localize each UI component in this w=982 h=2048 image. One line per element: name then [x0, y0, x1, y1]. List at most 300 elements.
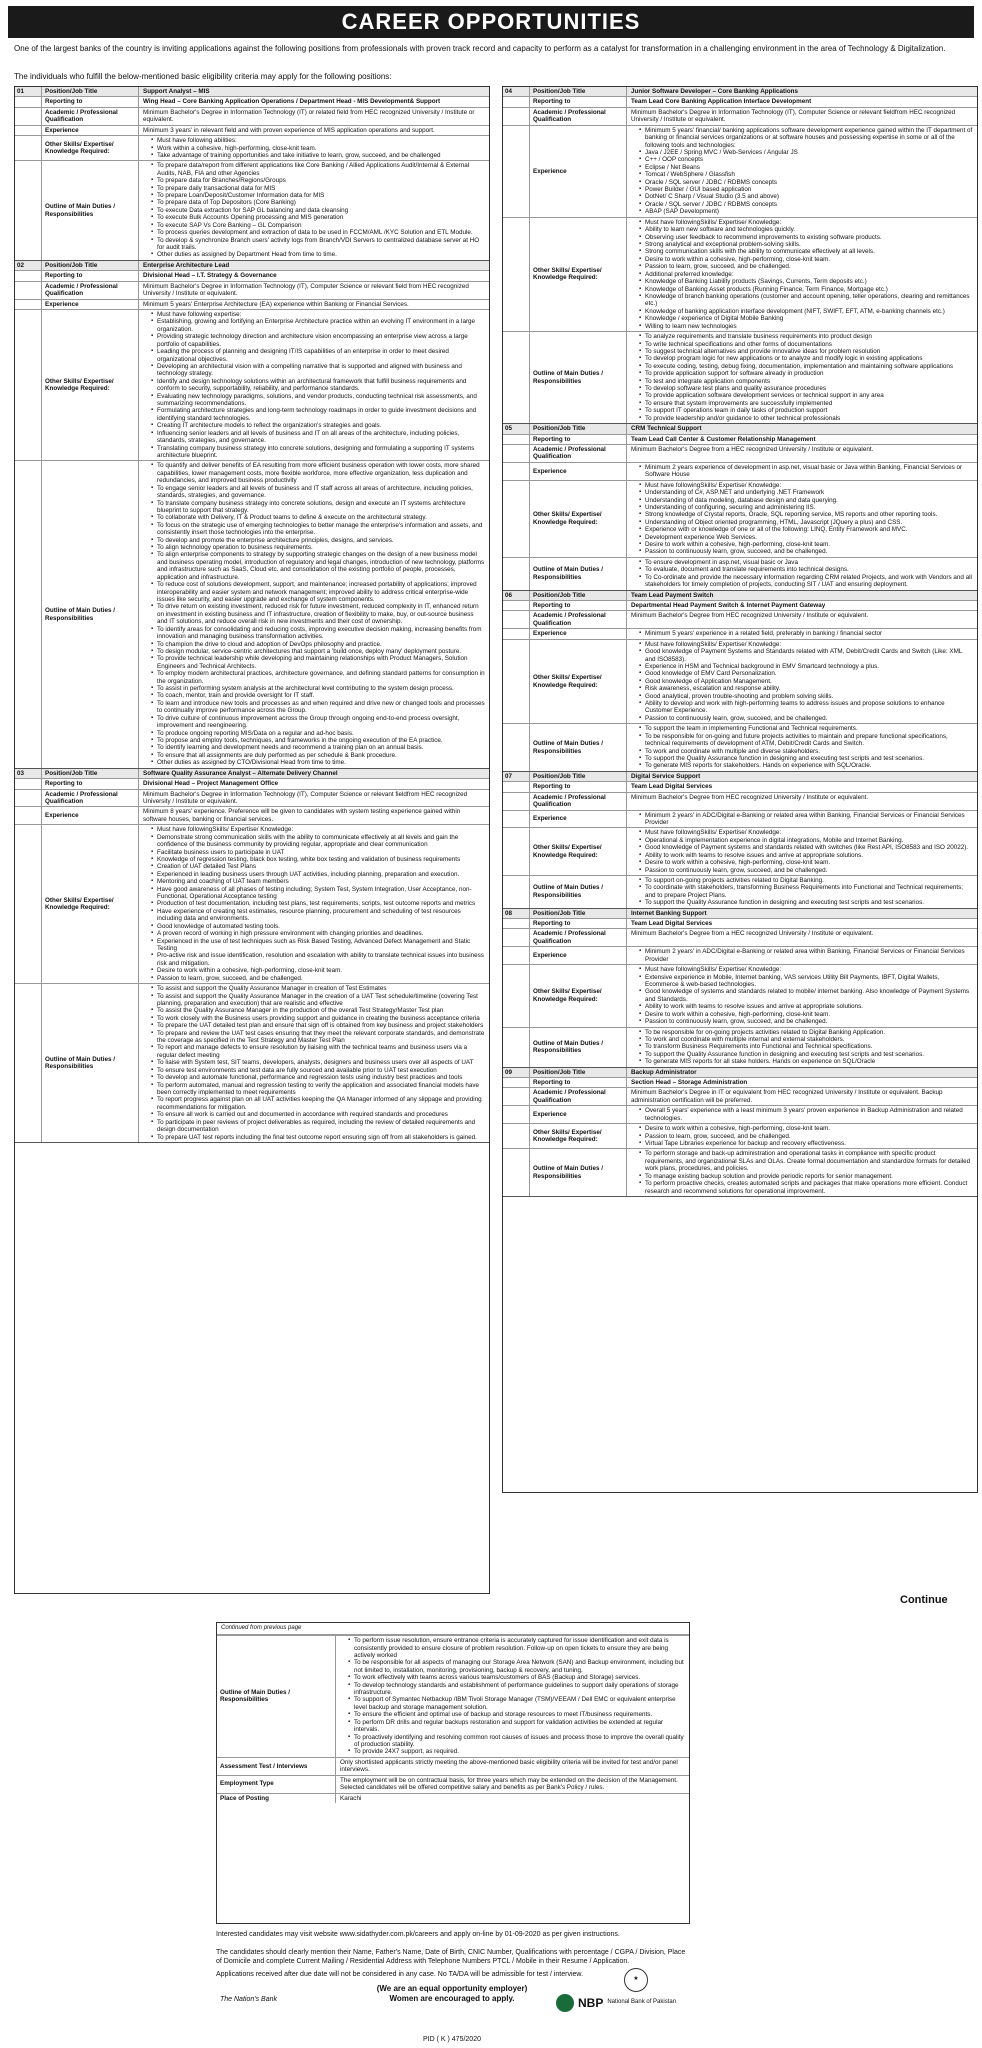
job-header	[503, 909, 977, 918]
page-title: CAREER OPPORTUNITIES	[8, 6, 974, 38]
list-item: ▪ To write technical specifications and other forms of documentations	[639, 341, 973, 348]
duties-no-cell	[503, 332, 530, 423]
position-label: Position/Job Title	[530, 772, 627, 781]
experience-list	[631, 948, 973, 963]
list-item: ▪ To assist and support the Quality Assurance Manager in creation of Test Estimates	[151, 985, 485, 992]
list-item: ▪ Willing to learn new technologies	[639, 323, 973, 330]
duties-list	[631, 333, 973, 422]
list-item: ▪ Knowledge of regression testing, black box testing, white box testing and validation of business requirements	[151, 856, 485, 863]
apply-text: Interested candidates may visit website www.sidathyder.com.pk/careers and apply on-line by 01-09-2020 as per given instructions.	[216, 1931, 620, 1938]
list-item: ▪ To assist the Quality Assurance Manager in the production of the overall Test Strategy/Master Test plan	[151, 1007, 485, 1014]
job-number: 04	[503, 87, 530, 96]
experience-no-cell	[15, 807, 42, 824]
skills-list	[631, 641, 973, 723]
list-item: ▪ To learn and introduce new tools and processes as and when required and drive new or changed tools and processes to continually improve performance across the Group.	[151, 700, 485, 715]
skills-label: Other Skills/ Expertise/ Knowledge Required:	[42, 136, 139, 160]
continue-label: Continue	[900, 1594, 948, 1606]
academic-no-cell	[503, 1088, 530, 1105]
list-item: ▪ To assist and support the Quality Assurance Manager in the creation of a UAT Test schedule/timeline (covering Test planning, preparation and execution) that are realistic and effective	[151, 993, 485, 1008]
job-number: 05	[503, 424, 530, 433]
duties-row	[15, 460, 489, 767]
list-item: ▪ Passion to continuously learn, grow, succeed, and be challenged.	[639, 867, 973, 874]
cont-duties-label: Outline of Main Duties / Responsibilities	[217, 1636, 336, 1757]
experience-value	[627, 126, 977, 217]
list-item: ▪ Desire to work within a cohesive, high-performing, close-knit team.	[151, 967, 485, 974]
academic-value: Minimum Bachelor's Degree from a HEC recognized University / Institute or equivalent.	[631, 930, 874, 938]
list-item: ▪ Understanding of data modeling, database design and data querying.	[639, 497, 973, 504]
duties-value	[627, 558, 977, 590]
experience-no-cell	[503, 126, 530, 217]
academic-no-cell	[503, 929, 530, 946]
job-title: Enterprise Architecture Lead	[143, 261, 230, 269]
job-title: Backup Administrator	[631, 1068, 697, 1076]
list-item: ▪ Eclipse / Net Beans	[639, 164, 973, 171]
skills-list	[143, 311, 485, 459]
list-item: ▪ To report progress against plan on all UAT activities keeping the QA Manager informed of any slippage and providing recommendations for mitigation.	[151, 1096, 485, 1111]
skills-no-cell	[15, 310, 42, 460]
duties-no-cell	[15, 161, 42, 259]
experience-no-cell	[15, 126, 42, 135]
list-item: ▪ Minimum 5 years' financial/ banking applications software development experience gained within the IT department of banking or financial services organizations or at software houses and possessing expertise in some or all of the following tools and technologies:	[639, 127, 973, 149]
list-item: ▪ To manage existing backup solution and provide periodic reports for senior management.	[639, 1173, 973, 1180]
list-item: ▪ To execute SAP Vs Core Banking – GL Comparison	[151, 222, 485, 229]
nbp-logo-text: NBP	[578, 1995, 604, 2010]
duties-no-cell	[15, 461, 42, 767]
list-item: ▪ Knowledge of branch banking operations (customer and account opening, teller operations, clearing and remittances etc.)	[639, 293, 973, 308]
experience-list	[631, 630, 973, 637]
experience-list	[631, 812, 973, 827]
list-item: ▪ To translate company business strategy into concrete solutions, design and execute an IT systems architecture blueprint to support that strategy.	[151, 500, 485, 515]
academic-label: Academic / Professional Qualification	[530, 108, 627, 125]
experience-row	[15, 806, 489, 824]
list-item: ▪ To support the Quality Assurance function in designing and executing test scripts and test scenarios.	[639, 899, 973, 906]
duties-list	[631, 559, 973, 589]
academic-no-cell	[15, 790, 42, 807]
skills-row	[15, 309, 489, 460]
list-item: ▪ To align technology operation to business requirements.	[151, 544, 485, 551]
academic-no-cell	[503, 793, 530, 810]
experience-row	[503, 946, 977, 964]
academic-row	[503, 792, 977, 810]
experience-label: Experience	[530, 811, 627, 828]
list-item: ▪ To transform Business Requirements into Functional and Technical specifications.	[639, 1043, 973, 1050]
list-item: ▪ C++ / OOP concepts	[639, 156, 973, 163]
list-item: ▪ Desire to work within a cohesive, high-performing, close-knit team.	[639, 1125, 973, 1132]
academic-row	[503, 928, 977, 946]
list-item: ▪ To reduce cost of solutions development, support, and maintenance; increased portability of applications; improved interoperability and easier system and network management; improved ability to address critical enterprise-wide issues like security, and easier upgrade and exchange of system components.	[151, 581, 485, 603]
reporting-label: Reporting to	[530, 435, 627, 444]
list-item: ▪ To develop and promote the enterprise architecture principles, designs, and services.	[151, 537, 485, 544]
skills-no-cell	[503, 481, 530, 557]
academic-label: Academic / Professional Qualification	[530, 611, 627, 628]
list-item: ▪ Development experience Web Services.	[639, 534, 973, 541]
list-item: ▪ Passion to continuously learn, grow, succeed, and be challenged.	[639, 1018, 973, 1025]
experience-label: Experience	[530, 463, 627, 480]
experience-value	[627, 463, 977, 480]
list-item: ▪ To support of Symantec Netbackup /IBM Tivoli Storage Manager (TSM)/VEEAM / Dell EMC or equivalent enterprise level backup and storage management solution.	[348, 1696, 685, 1711]
skills-list	[631, 219, 973, 330]
list-item: ▪ To develop software test plans and quality assurance procedures	[639, 385, 973, 392]
experience-row	[15, 299, 489, 309]
list-item: ▪ To provide technical leadership while developing and maintaining relationships with Product Managers, Solution Engineers and Technical Architects.	[151, 655, 485, 670]
skills-row	[503, 827, 977, 875]
skills-no-cell	[15, 825, 42, 983]
list-item: ▪ To ensure test environments and test data are fully sourced and available prior to UAT test execution	[151, 1067, 485, 1074]
academic-value: Minimum Bachelor's Degree from a HEC recognized University / Institute or equivalent.	[631, 445, 874, 453]
nbp-full-name: National Bank of Pakistan	[607, 1999, 677, 2006]
list-item: ▪ To support the Quality Assurance function in designing and executing test scripts and test scenarios.	[639, 1051, 973, 1058]
experience-label: Experience	[42, 126, 139, 135]
list-item: ▪ To coach, mentor, train and provide oversight for IT staff.	[151, 692, 485, 699]
reporting-value: Wing Head – Core Banking Application Operations / Department Head - MIS Development& Support	[143, 98, 441, 106]
job-header	[15, 87, 489, 96]
academic-label: Academic / Professional Qualification	[530, 929, 627, 946]
skills-value	[139, 310, 489, 460]
list-item: ▪ Oracle / SQL server / JDBC / RDBMS concepts	[639, 179, 973, 186]
academic-no-cell	[503, 445, 530, 462]
reporting-label: Reporting to	[42, 271, 139, 280]
reporting-row	[503, 1077, 977, 1087]
list-item: ▪ Providing strategic technology direction and architecture vision encompassing an enterprise view across a large portfolio of capabilities.	[151, 333, 485, 348]
academic-label: Academic / Professional Qualification	[42, 282, 139, 299]
late-text: Applications received after due date will not be considered in any case. No TA/DA will be admissible for test / interview.	[216, 1971, 584, 1978]
reporting-value: Team Lead Core Banking Application Interface Development	[631, 98, 812, 106]
posting-text: Karachi	[340, 1794, 362, 1802]
duties-no-cell	[503, 1149, 530, 1196]
list-item: ▪ Passion to continuously learn, grow, succeed, and be challenged.	[639, 548, 973, 555]
reporting-no-cell	[503, 435, 530, 444]
list-item: ▪ Power Builder / GUI based application	[639, 186, 973, 193]
skills-value	[627, 640, 977, 724]
list-item: ▪ Facilitate business users to participate in UAT	[151, 849, 485, 856]
skills-row	[15, 824, 489, 983]
list-item: ▪ Additional preferred knowledge:	[639, 271, 973, 278]
list-item: ▪ To test and integrate application components	[639, 378, 973, 385]
list-item: ▪ Strong knowledge of Crystal reports, Oracle, SQL reporting service, MS reports and other reporting tools.	[639, 511, 973, 518]
list-item: ▪ To identify learning and development needs and recommend a training plan on an annual basis.	[151, 744, 485, 751]
list-item: ▪ To provide leadership and/or guidance to other technical professionals	[639, 415, 973, 422]
list-item: ▪ To provide application support for software already in production	[639, 370, 973, 377]
list-item: ▪ To align enterprise components to strategy by supporting strategic changes on the design of a new business model and business operating model, introduction of regulatory and legal changes, introduction of new technology, platforms and infrastructure such as SaaS, Cloud etc. and consolidation of the existing portfolio of people, processes, application and infrastructure.	[151, 551, 485, 581]
list-item: ▪ To execute Bulk Accounts Opening processing and MIS generation	[151, 214, 485, 221]
skills-label: Other Skills/ Expertise/ Knowledge Required:	[530, 218, 627, 331]
list-item: ▪ To participate in peer reviews of project deliverables as required, including the review of detailed requirements and design documentation	[151, 1119, 485, 1134]
list-item: ▪ To be responsible for all aspects of managing our Storage Area Network (SAN) and Backup environment, including but not limited to, installation, monitoring, provisioning, backup & recovery, and tuning.	[348, 1659, 685, 1674]
academic-row	[15, 789, 489, 807]
reporting-value: Section Head – Storage Administration	[631, 1079, 748, 1087]
list-item: ▪ Must have followingSkills/ Expertise/ Knowledge:	[639, 641, 973, 648]
list-item: ▪ Have experience of creating test estimates, resource planning, procurement and scheduling of test resources including data and environments.	[151, 908, 485, 923]
list-item: ▪ Must have followingSkills/ Expertise/ Knowledge:	[639, 966, 973, 973]
list-item: ▪ To proactively identifying and resolving common root causes of issues and process those to improve the overall quality of production stability.	[348, 1734, 685, 1749]
duties-label: Outline of Main Duties / Responsibilities	[530, 332, 627, 423]
job-section	[503, 424, 977, 590]
list-item: ▪ Strong communication skills with the ability to communicate effectively at all levels.	[639, 248, 973, 255]
cont-duties-value	[336, 1636, 689, 1757]
list-item: ▪ Mentoring and coaching of UAT team members	[151, 878, 485, 885]
list-item: ▪ Observing user feedback to recommend improvements to existing software products.	[639, 234, 973, 241]
experience-label: Experience	[42, 807, 139, 824]
list-item: ▪ To perform issue resolution, ensure entrance criteria is accurately captured for issue identification and exit data is consistently provided to ensure closure of problem resolution. Follow-up on open tickets to ensure they are being actively worked	[348, 1637, 685, 1659]
reporting-value: Divisional Head – Project Management Office	[143, 780, 279, 788]
skills-label: Other Skills/ Expertise/ Knowledge Required:	[42, 310, 139, 460]
list-item: ▪ Experience in HSM and Technical background in EMV Smartcard technology a plus.	[639, 663, 973, 670]
duties-row	[503, 557, 977, 590]
list-item: ▪ To work and coordinate with multiple internal and external stakeholders.	[639, 1036, 973, 1043]
reporting-row	[503, 781, 977, 791]
list-item: ▪ Desire to work within a cohesive, high-performing, close-knit team.	[639, 859, 973, 866]
list-item: ▪ Oracle / SQL server / JDBC / RDBMS concepts	[639, 201, 973, 208]
list-item: ▪ To evaluate, document and translate requirements into technical designs.	[639, 566, 973, 573]
job-header	[503, 591, 977, 600]
posting-label: Place of Posting	[217, 1794, 336, 1803]
experience-list	[631, 1107, 973, 1122]
list-item: ▪ To ensure that all assignments are duly performed as per schedule & Bank procedure.	[151, 752, 485, 759]
list-item: ▪ Desire to work within a cohesive, high-performing, close-knit team.	[639, 256, 973, 263]
nbp-mark-icon	[556, 1994, 574, 2012]
academic-value: Minimum Bachelor's Degree from HEC recognized University / Institute or equivalent.	[631, 612, 869, 620]
job-header	[503, 424, 977, 433]
reporting-no-cell	[15, 97, 42, 106]
academic-row	[503, 1087, 977, 1105]
list-item: ▪ Good knowledge of EMV Card Personalization.	[639, 670, 973, 677]
list-item: ▪ To support the Quality Assurance function in designing and executing test scripts and test scenarios.	[639, 755, 973, 762]
list-item: ▪ Work within a cohesive, high-performing, close-knit team.	[151, 145, 485, 152]
job-number: 08	[503, 909, 530, 918]
list-item: ▪ Overall 5 years' experience with a least minimum 3 years' proven experience in Backup Administration and related technologies.	[639, 1107, 973, 1122]
duties-value	[627, 876, 977, 908]
eligibility-note: The individuals who fulfill the below-mentioned basic eligibility criteria may apply for the following positions:	[14, 72, 392, 81]
list-item: ▪ To champion the drive to cloud and adoption of DevOps philosophy and practice.	[151, 641, 485, 648]
list-item: ▪ Passion to learn, grow, succeed, and be challenged.	[151, 975, 485, 982]
job-header	[15, 769, 489, 778]
experience-no-cell	[503, 463, 530, 480]
list-item: ▪ Operational & implementation experience in digital integrations, Mobile and Internet Banking.	[639, 837, 973, 844]
list-item: ▪ Desire to work within a cohesive, high-performing, close-knit team.	[639, 541, 973, 548]
list-item: ▪ To drive return on existing investment, reduced risk for future investment, reduced complexity in IT, enhanced return on investment in existing business and IT infrastructure, creation of flexibility to make, buy, or out-source business and IT solutions, and reduce overall risk in new investments and their cost of ownership.	[151, 603, 485, 625]
list-item: ▪ To support IT operations team in daily tasks of production support	[639, 407, 973, 414]
right-jobs-column	[502, 86, 978, 1493]
list-item: ▪ Other duties as assigned by Department Head from time to time.	[151, 251, 485, 258]
skills-list	[143, 826, 485, 982]
position-label: Position/Job Title	[530, 87, 627, 96]
duties-label: Outline of Main Duties / Responsibilities	[42, 984, 139, 1142]
reporting-row	[15, 270, 489, 280]
experience-no-cell	[15, 300, 42, 309]
reporting-value: Divisional Head – I.T. Strategy & Governance	[143, 272, 277, 280]
skills-row	[15, 135, 489, 160]
list-item: ▪ Minimum 2 years experience of development in asp.net, visual basic or Java within Banking, Financial Services or Software House	[639, 464, 973, 479]
list-item: ▪ Must have followingSkills/ Expertise/ Knowledge:	[151, 826, 485, 833]
left-jobs-column	[14, 86, 490, 1594]
academic-value: Minimum Bachelor's Degree from HEC recognized University / Institute or equivalent.	[631, 793, 869, 801]
list-item: ▪ Understanding of Object oriented programming, HTML, Javascript (JQuery a plus) and CSS.	[639, 519, 973, 526]
list-item: ▪ DotNet/ C Sharp / Visual Studio (3.5 and above)	[639, 193, 973, 200]
duties-row	[503, 1148, 977, 1196]
list-item: ▪ Passion to learn, grow, succeed, and be challenged.	[639, 1133, 973, 1140]
reporting-label: Reporting to	[42, 97, 139, 106]
experience-list	[631, 127, 973, 216]
list-item: ▪ Good knowledge of Payment systems and standards related with switches (like Rest API, ISO8583 and ISO 20022).	[639, 844, 973, 851]
skills-value	[627, 965, 977, 1026]
academic-label: Academic / Professional Qualification	[42, 108, 139, 125]
list-item: ▪ To provide application software development services or technical support in any area	[639, 392, 973, 399]
list-item: ▪ To Co-ordinate and provide the necessary information regarding CRM related Projects, and work with Vendors and all stakeholders for timely completion of projects, conducting SIT / UAT and ensuring deployment.	[639, 574, 973, 589]
continuation-box	[216, 1622, 690, 1924]
skills-label: Other Skills/ Expertise/ Knowledge Required:	[530, 1124, 627, 1148]
list-item: ▪ Knowledge of Banking Asset products (Running Finance, Term Finance, Mortgage etc.)	[639, 286, 973, 293]
duties-row	[503, 331, 977, 423]
duties-no-cell	[503, 558, 530, 590]
assessment-row	[217, 1757, 689, 1775]
job-header	[15, 261, 489, 270]
list-item: ▪ To focus on the strategic use of emerging technologies to better manage the enterprise's information and assets, and consistently insert those technologies into the enterprise.	[151, 522, 485, 537]
list-item: ▪ To work and coordinate with multiple and diverse stakeholders.	[639, 748, 973, 755]
duties-value	[139, 461, 489, 767]
reporting-label: Reporting to	[530, 782, 627, 791]
list-item: ▪ To develop & synchronize Branch users' activity logs from Branch/VDI Servers to centralized database server at HO for audit trails.	[151, 237, 485, 252]
list-item: ▪ Risk awareness, escalation and response ability.	[639, 685, 973, 692]
duties-value	[139, 161, 489, 259]
list-item: ▪ To be responsible for on-going projects activities related to Digital Banking Application.	[639, 1029, 973, 1036]
academic-label: Academic / Professional Qualification	[42, 790, 139, 807]
list-item: ▪ Ability to work with teams to resolve issues and arrive at appropriate solutions.	[639, 1003, 973, 1010]
list-item: ▪ To ensure development in asp.net, visual basic or Java	[639, 559, 973, 566]
list-item: ▪ Ability to develop and work with high-performing teams to address issues and propose solutions to enhance Customer Experience.	[639, 700, 973, 715]
list-item: ▪ Ability to work with teams to resolve issues and arrive at appropriate solutions.	[639, 852, 973, 859]
list-item: ▪ To collaborate with Delivery, IT & Product teams to define & execute on the architectural strategy.	[151, 514, 485, 521]
list-item: ▪ ABAP (SAP Development)	[639, 208, 973, 215]
experience-value: Minimum 5 years' Enterprise Architecture (EA) experience within Banking or Financial Services.	[143, 300, 409, 308]
reporting-no-cell	[503, 919, 530, 928]
skills-label: Other Skills/ Expertise/ Knowledge Required:	[530, 481, 627, 557]
skills-row	[503, 639, 977, 724]
duties-list	[631, 1029, 973, 1066]
list-item: ▪ Experienced in the use of test techniques such as Risk Based Testing, Advanced Defect Management and Static Testing	[151, 938, 485, 953]
duties-no-cell	[15, 984, 42, 1142]
reporting-no-cell	[15, 271, 42, 280]
academic-no-cell	[503, 108, 530, 125]
list-item: ▪ Establishing, growing and fortifying an Enterprise Architecture practice within an evolving IT environment in a large organization.	[151, 318, 485, 333]
job-section	[15, 261, 489, 769]
experience-row	[503, 125, 977, 217]
employment-text: The employment will be on contractual basis, for three years which may be extended on the decision of the Management. Selected candidates will be offered competitive salary and benefits as per Bank's Policy / rules.	[340, 1776, 678, 1792]
continued-note: Continued from previous page	[217, 1623, 689, 1635]
job-title: Software Quality Assurance Analyst – Alternate Delivery Channel	[143, 769, 338, 777]
eq-line-1: (We are an equal opportunity employer)	[376, 1984, 528, 1993]
list-item: ▪ To work closely with the Business users providing support and guidance in creating the business acceptance criteria	[151, 1015, 485, 1022]
list-item: ▪ To process queries development and extraction of data to be used in FCCM/AML /KYC Solution and ETL Module.	[151, 229, 485, 236]
reporting-row	[503, 434, 977, 444]
pid-number: PID ( K ) 475/2020	[423, 2036, 481, 2043]
list-item: ▪ Must have followingSkills/ Expertise/ Knowledge:	[639, 219, 973, 226]
list-item: ▪ Understanding of configuring, securing and administering IIS.	[639, 504, 973, 511]
list-item: ▪ To prepare the UAT detailed test plan and ensure that sign off is obtained from key business and project stakeholders	[151, 1022, 485, 1029]
list-item: ▪ Other duties as assigned by CTO/Divisional Head from time to time.	[151, 759, 485, 766]
list-item: ▪ To employ modern architectural practices, architecture governance, and defining standard patterns for consumption in the organization.	[151, 670, 485, 685]
reporting-label: Reporting to	[530, 97, 627, 106]
list-item: ▪ Must have following abilities:	[151, 137, 485, 144]
position-label: Position/Job Title	[530, 591, 627, 600]
reporting-row	[15, 96, 489, 106]
skills-list	[631, 1125, 973, 1147]
skills-value	[627, 1124, 977, 1148]
list-item: ▪ Good analytical, proven trouble-shooting and problem solving skills.	[639, 693, 973, 700]
list-item: ▪ Pro-active risk and issue identification, resolution and escalation with ability to translate technical issues into business risk and mitigation.	[151, 952, 485, 967]
experience-row	[503, 1105, 977, 1123]
list-item: ▪ Have good awareness of all phases of testing including; System Test, System Integration, User Acceptance, non-Functional, Operational Acceptance testing	[151, 886, 485, 901]
job-number: 01	[15, 87, 42, 96]
academic-value: Minimum Bachelor's Degree in IT or equivalent from HEC recognized University / Institute or equivalent. Backup administration certification will be preferred.	[631, 1089, 943, 1104]
job-title: Junior Software Developer – Core Banking Applications	[631, 88, 799, 95]
job-number: 07	[503, 772, 530, 781]
list-item: ▪ A proven record of working in high pressure environment with changing priorities and deadlines.	[151, 930, 485, 937]
duties-list	[631, 1150, 973, 1195]
job-header	[503, 772, 977, 781]
list-item: ▪ To ensure that system improvements are successfully implemented	[639, 400, 973, 407]
reporting-no-cell	[503, 601, 530, 610]
seal-icon: ★	[624, 1968, 648, 1992]
skills-value	[627, 218, 977, 331]
position-label: Position/Job Title	[42, 261, 139, 270]
list-item: ▪ Experience with or knowledge of one or all of the following: LINQ, Entity Framework and MVC.	[639, 526, 973, 533]
experience-value	[627, 1106, 977, 1123]
list-item: ▪ Virtual Tape Libraries experience for backup and recovery effectiveness.	[639, 1140, 973, 1147]
experience-row	[503, 810, 977, 828]
list-item: ▪ To identify areas for consolidating and reducing costs, improving executive decision making, increasing benefits from innovation and managing business transformation activities.	[151, 626, 485, 641]
skills-no-cell	[503, 1124, 530, 1148]
reporting-row	[503, 918, 977, 928]
experience-row	[15, 125, 489, 135]
list-item: ▪ Must have followingSkills/ Expertise/ Knowledge:	[639, 829, 973, 836]
position-label: Position/Job Title	[530, 909, 627, 918]
skills-row	[503, 1123, 977, 1148]
skills-list	[143, 137, 485, 159]
academic-no-cell	[503, 611, 530, 628]
duties-list	[143, 462, 485, 766]
skills-list	[631, 482, 973, 556]
list-item: ▪ Understanding of C#, ASP.NET and underlying .NET Framework	[639, 489, 973, 496]
list-item: ▪ To execute Data extraction for SAP GL balancing and data cleansing	[151, 207, 485, 214]
academic-row	[503, 610, 977, 628]
academic-label: Academic / Professional Qualification	[530, 445, 627, 462]
list-item: ▪ To perform proactive checks, creates automated scripts and packages that make operations more efficient. Conduct research and recommend solutions for operational improvement.	[639, 1180, 973, 1195]
position-label: Position/Job Title	[530, 1068, 627, 1077]
list-item: ▪ Translating company business strategy into concrete solutions, designing and formulating a supporting IT systems architecture blueprint.	[151, 445, 485, 460]
academic-row	[503, 444, 977, 462]
job-section	[503, 87, 977, 424]
list-item: ▪ To prepare data for Branches/Regions/Groups	[151, 177, 485, 184]
duties-value	[627, 724, 977, 771]
list-item: ▪ Identify and design technology solutions within an architectural framework that fulfill business requirements and conform to security, supportability, reliability, and performance standards.	[151, 378, 485, 393]
academic-row	[15, 107, 489, 125]
job-section	[503, 909, 977, 1068]
list-item: ▪ To prepare UAT test reports including the final test outcome report ensuring sign off from all stakeholders is gained.	[151, 1134, 485, 1141]
list-item: ▪ To develop technology standards and establishment of performance guidelines to support daily operations of storage infrastructure.	[348, 1682, 685, 1697]
skills-row	[503, 964, 977, 1026]
list-item: ▪ To report and manage defects to ensure resolution by liaising with the technical teams and business users via a regular defect meeting	[151, 1044, 485, 1059]
duties-row	[503, 1027, 977, 1067]
job-header	[503, 1068, 977, 1077]
academic-value: Minimum Bachelor's Degree in Information Technology (IT), Computer Science or relevant fieldfrom HEC recognized University / Institute or equivalent.	[631, 108, 956, 124]
skills-label: Other Skills/ Expertise/ Knowledge Required:	[530, 640, 627, 724]
posting-row	[217, 1793, 689, 1803]
list-item: ▪ To liaise with System test, SIT teams, developers, analysts, designers and business users over all aspects of UAT	[151, 1059, 485, 1066]
duties-no-cell	[503, 724, 530, 771]
experience-value: Minimum 3 years' in relevant field and with proven experience of MIS application operations and support.	[143, 126, 435, 134]
intro-text: One of the largest banks of the country is inviting applications against the following positions from professionals with proven track record and capacity to perform as a catalyst for transformation in a challenging environment in the area of Technology & Digitalization.	[14, 44, 946, 53]
reporting-label: Reporting to	[42, 779, 139, 788]
